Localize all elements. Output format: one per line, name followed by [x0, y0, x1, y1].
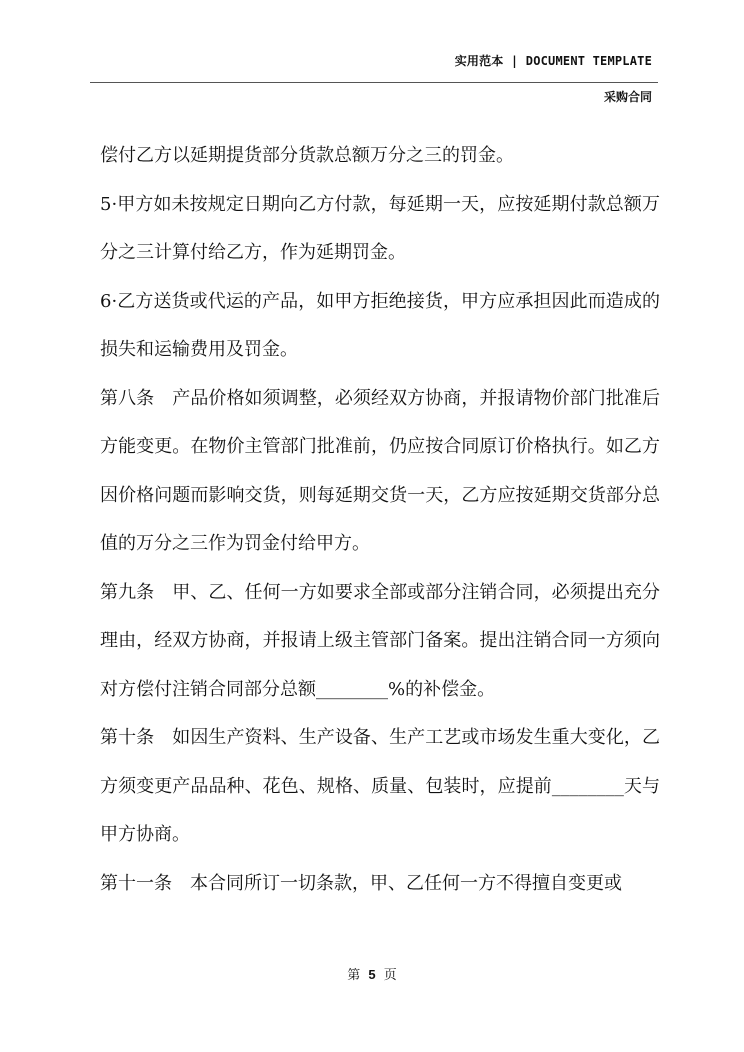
document-body	[100, 132, 660, 908]
paragraph-article-10: 第十条 如因生产资料、生产设备、生产工艺或市场发生重大变化，乙方须变更产品品种、花色、规格、质量、包装时，应提前________天与甲方协商。	[100, 727, 660, 845]
paragraph-item-6: 6·乙方送货或代运的产品，如甲方拒绝接货，甲方应承担因此而造成的损失和运输费用及罚金。	[100, 290, 660, 360]
header-title: 实用范本 | DOCUMENT TEMPLATE	[454, 54, 652, 68]
paragraph-item-5: 5·甲方如未按规定日期向乙方付款，每延期一天，应按延期付款总额万分之三计算付给乙方，作为延期罚金。	[100, 193, 660, 263]
paragraph-article-11: 第十一条 本合同所订一切条款，甲、乙任何一方不得擅自变更或	[100, 872, 622, 894]
paragraph-article-8: 第八条 产品价格如须调整，必须经双方协商，并报请物价部门批准后方能变更。在物价主管部门批准前，仍应按合同原订价格执行。如乙方因价格问题而影响交货，则每延期交货一天，乙方应按延期交货部分总值的万分之三作为罚金付给甲方。	[100, 387, 660, 554]
header-subtitle: 采购合同	[603, 90, 652, 104]
paragraph-article-9: 第九条 甲、乙、任何一方如要求全部或部分注销合同，必须提出充分理由，经双方协商，并报请上级主管部门备案。提出注销合同一方须向对方偿付注销合同部分总额________%的补偿金。	[100, 581, 660, 700]
header-divider	[90, 82, 658, 83]
page-number: 5	[368, 967, 376, 982]
page-number-prefix: 第	[347, 968, 361, 983]
page-number-suffix: 页	[383, 968, 397, 983]
page-footer	[0, 964, 744, 983]
paragraph-penalty-continuation: 偿付乙方以延期提货部分货款总额万分之三的罚金。	[100, 145, 514, 166]
